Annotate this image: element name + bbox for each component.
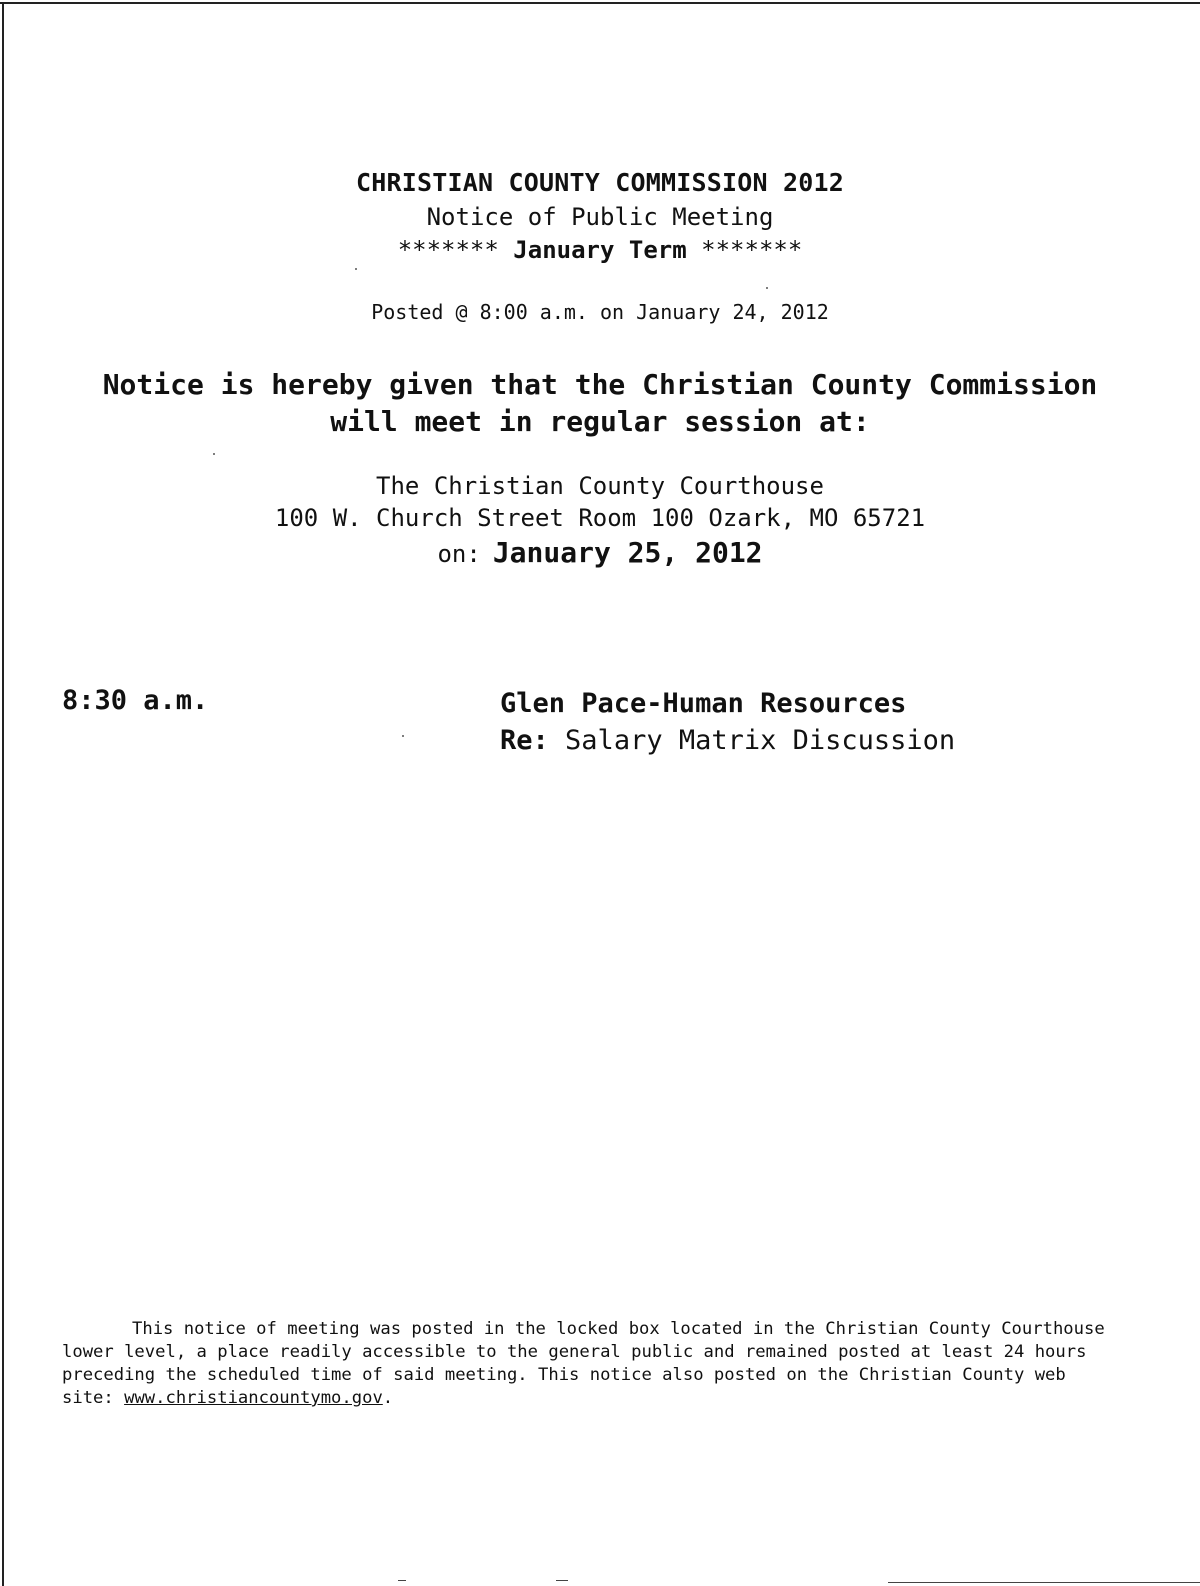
on-label: on: [437, 540, 481, 568]
scan-mark [888, 1582, 1200, 1583]
scan-speck [402, 735, 404, 737]
agenda-topic: Salary Matrix Discussion [565, 725, 956, 756]
meeting-date: January 25, 2012 [492, 536, 763, 569]
agenda-time: 8:30 a.m. [62, 685, 209, 716]
term-prefix: ******* [397, 236, 499, 264]
posted-line: Posted @ 8:00 a.m. on January 24, 2012 [371, 300, 829, 324]
agenda-item [500, 685, 955, 759]
meeting-date-line [0, 536, 1200, 569]
term-suffix: ******* [701, 236, 803, 264]
term-line [0, 236, 1200, 264]
term-label: January Term [513, 236, 687, 264]
agenda-re-label: Re: [500, 725, 549, 756]
agenda-topic-line [500, 722, 955, 759]
county-website-link[interactable]: www.christiancountymo.gov [124, 1388, 383, 1408]
notice-statement [0, 366, 1200, 440]
location-address: 100 W. Church Street Room 100 Ozark, MO 65721 [274, 504, 926, 532]
notice-line-1: Notice is hereby given that the Christian County Commission [102, 368, 1098, 401]
scan-speck [766, 287, 768, 289]
notice-line-2: will meet in regular session at: [330, 405, 870, 438]
posting-statement-end: . [382, 1388, 394, 1408]
agenda-presenter: Glen Pace-Human Resources [500, 688, 907, 719]
document-title: CHRISTIAN COUNTY COMMISSION 2012 [355, 168, 845, 197]
scan-mark [398, 1580, 406, 1581]
posting-statement [62, 1318, 1162, 1410]
scan-speck [355, 268, 357, 270]
page-border-top [0, 2, 1200, 4]
posting-statement-text: This notice of meeting was posted in the locked box located in the Christian County Courthouse lower level, a place readily accessible to the general public and remained posted at least 24 hours preceding the scheduled time of said meeting. This notice also posted on the Christian County web site: [62, 1319, 1105, 1408]
document-subtitle: Notice of Public Meeting [426, 203, 774, 231]
scan-mark [556, 1580, 568, 1581]
location-name: The Christian County Courthouse [376, 472, 824, 500]
scan-speck [213, 453, 215, 455]
